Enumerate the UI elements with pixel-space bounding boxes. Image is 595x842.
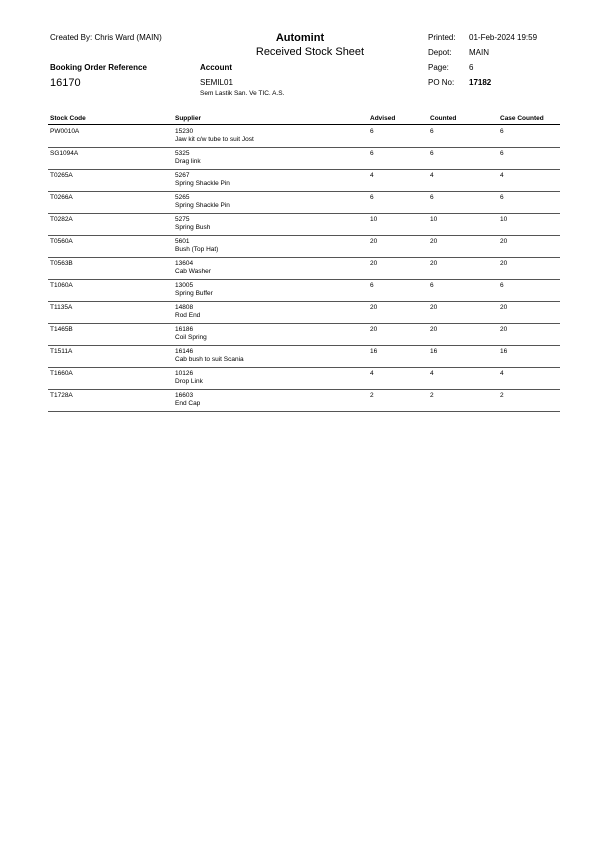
advised-cell: 4 xyxy=(370,370,374,377)
row-divider xyxy=(48,411,560,412)
page-value: 6 xyxy=(469,63,474,72)
case-counted-cell: 6 xyxy=(500,194,504,201)
item-description-cell: Cab Washer xyxy=(175,268,211,275)
case-counted-cell: 4 xyxy=(500,370,504,377)
po-label: PO No: xyxy=(428,78,455,87)
counted-cell: 20 xyxy=(430,326,438,333)
booking-ref-label: Booking Order Reference xyxy=(50,63,147,72)
stock-code-cell: SG1094A xyxy=(50,150,79,157)
stock-code-cell: T1511A xyxy=(50,348,73,355)
created-by-label: Created By: xyxy=(50,33,93,42)
table-row xyxy=(0,280,595,302)
supplier-ref-cell: 5325 xyxy=(175,150,190,157)
header-divider xyxy=(48,124,560,125)
advised-cell: 20 xyxy=(370,304,378,311)
counted-cell: 6 xyxy=(430,194,434,201)
booking-ref-value: 16170 xyxy=(50,77,81,89)
table-row xyxy=(0,236,595,258)
item-description-cell: Drop Link xyxy=(175,378,203,385)
case-counted-cell: 6 xyxy=(500,128,504,135)
item-description-cell: Spring Buffer xyxy=(175,290,213,297)
supplier-ref-cell: 5267 xyxy=(175,172,190,179)
counted-cell: 16 xyxy=(430,348,438,355)
stock-code-cell: T1135A xyxy=(50,304,73,311)
advised-cell: 20 xyxy=(370,260,378,267)
case-counted-cell: 4 xyxy=(500,172,504,179)
stock-code-cell: T0282A xyxy=(50,216,73,223)
supplier-ref-cell: 5265 xyxy=(175,194,190,201)
item-description-cell: Jaw kit c/w tube to suit Jost xyxy=(175,136,254,143)
supplier-ref-cell: 16146 xyxy=(175,348,194,355)
supplier-ref-cell: 16186 xyxy=(175,326,194,333)
counted-cell: 4 xyxy=(430,370,434,377)
item-description-cell: Bush (Top Hat) xyxy=(175,246,219,253)
supplier-ref-cell: 5275 xyxy=(175,216,190,223)
case-counted-cell: 20 xyxy=(500,260,508,267)
table-row xyxy=(0,390,595,412)
table-row xyxy=(0,126,595,148)
column-header-supplier: Supplier xyxy=(175,115,202,122)
advised-cell: 16 xyxy=(370,348,378,355)
counted-cell: 20 xyxy=(430,260,438,267)
case-counted-cell: 20 xyxy=(500,304,508,311)
supplier-ref-cell: 13604 xyxy=(175,260,194,267)
item-description-cell: Spring Shackle Pin xyxy=(175,202,230,209)
case-counted-cell: 2 xyxy=(500,392,504,399)
item-description-cell: Spring Shackle Pin xyxy=(175,180,230,187)
item-description-cell: Rod End xyxy=(175,312,201,319)
item-description-cell: Spring Bush xyxy=(175,224,211,231)
account-name: Sem Lastik San. Ve TIC. A.S. xyxy=(200,90,285,97)
supplier-ref-cell: 14808 xyxy=(175,304,194,311)
case-counted-cell: 10 xyxy=(500,216,508,223)
counted-cell: 4 xyxy=(430,172,434,179)
counted-cell: 10 xyxy=(430,216,438,223)
column-header-case-counted: Case Counted xyxy=(500,115,544,122)
column-header-counted: Counted xyxy=(430,115,457,122)
supplier-ref-cell: 5601 xyxy=(175,238,190,245)
table-row xyxy=(0,302,595,324)
account-code: SEMIL01 xyxy=(200,78,233,87)
depot-value: MAIN xyxy=(469,48,489,57)
advised-cell: 4 xyxy=(370,172,374,179)
table-row xyxy=(0,148,595,170)
table-row xyxy=(0,258,595,280)
table-row xyxy=(0,324,595,346)
supplier-ref-cell: 15230 xyxy=(175,128,194,135)
depot-label: Depot: xyxy=(428,48,452,57)
case-counted-cell: 16 xyxy=(500,348,508,355)
counted-cell: 20 xyxy=(430,238,438,245)
counted-cell: 6 xyxy=(430,150,434,157)
item-description-cell: End Cap xyxy=(175,400,201,407)
printed-label: Printed: xyxy=(428,33,456,42)
table-row xyxy=(0,192,595,214)
account-label: Account xyxy=(200,63,232,72)
advised-cell: 6 xyxy=(370,194,374,201)
advised-cell: 2 xyxy=(370,392,374,399)
supplier-ref-cell: 10126 xyxy=(175,370,194,377)
case-counted-cell: 20 xyxy=(500,326,508,333)
case-counted-cell: 6 xyxy=(500,150,504,157)
table-row xyxy=(0,346,595,368)
po-value: 17182 xyxy=(469,78,492,87)
stock-code-cell: T0560A xyxy=(50,238,73,245)
stock-code-cell: T1465B xyxy=(50,326,73,333)
item-description-cell: Drag link xyxy=(175,158,201,165)
advised-cell: 6 xyxy=(370,150,374,157)
page-label: Page: xyxy=(428,63,449,72)
advised-cell: 20 xyxy=(370,238,378,245)
stock-code-cell: T0265A xyxy=(50,172,73,179)
stock-code-cell: T0266A xyxy=(50,194,73,201)
created-by-value: Chris Ward (MAIN) xyxy=(94,33,162,42)
column-header-advised: Advised xyxy=(370,115,396,122)
counted-cell: 6 xyxy=(430,282,434,289)
stock-code-cell: PW0010A xyxy=(50,128,80,135)
supplier-ref-cell: 16603 xyxy=(175,392,194,399)
table-row xyxy=(0,214,595,236)
item-description-cell: Coil Spring xyxy=(175,334,207,341)
printed-value: 01-Feb-2024 19:59 xyxy=(469,33,538,42)
item-description-cell: Cab bush to suit Scania xyxy=(175,356,244,363)
stock-code-cell: T1728A xyxy=(50,392,73,399)
case-counted-cell: 6 xyxy=(500,282,504,289)
stock-code-cell: T0563B xyxy=(50,260,73,267)
counted-cell: 2 xyxy=(430,392,434,399)
advised-cell: 20 xyxy=(370,326,378,333)
stock-code-cell: T1060A xyxy=(50,282,73,289)
table-row xyxy=(0,368,595,390)
created-by xyxy=(50,33,162,42)
company-name: Automint xyxy=(275,32,325,44)
advised-cell: 6 xyxy=(370,128,374,135)
advised-cell: 6 xyxy=(370,282,374,289)
stock-code-cell: T1660A xyxy=(50,370,73,377)
table-row xyxy=(0,170,595,192)
supplier-ref-cell: 13005 xyxy=(175,282,194,289)
column-header-stock-code: Stock Code xyxy=(50,115,86,122)
case-counted-cell: 20 xyxy=(500,238,508,245)
sheet-title: Received Stock Sheet xyxy=(255,46,365,58)
counted-cell: 20 xyxy=(430,304,438,311)
counted-cell: 6 xyxy=(430,128,434,135)
advised-cell: 10 xyxy=(370,216,378,223)
